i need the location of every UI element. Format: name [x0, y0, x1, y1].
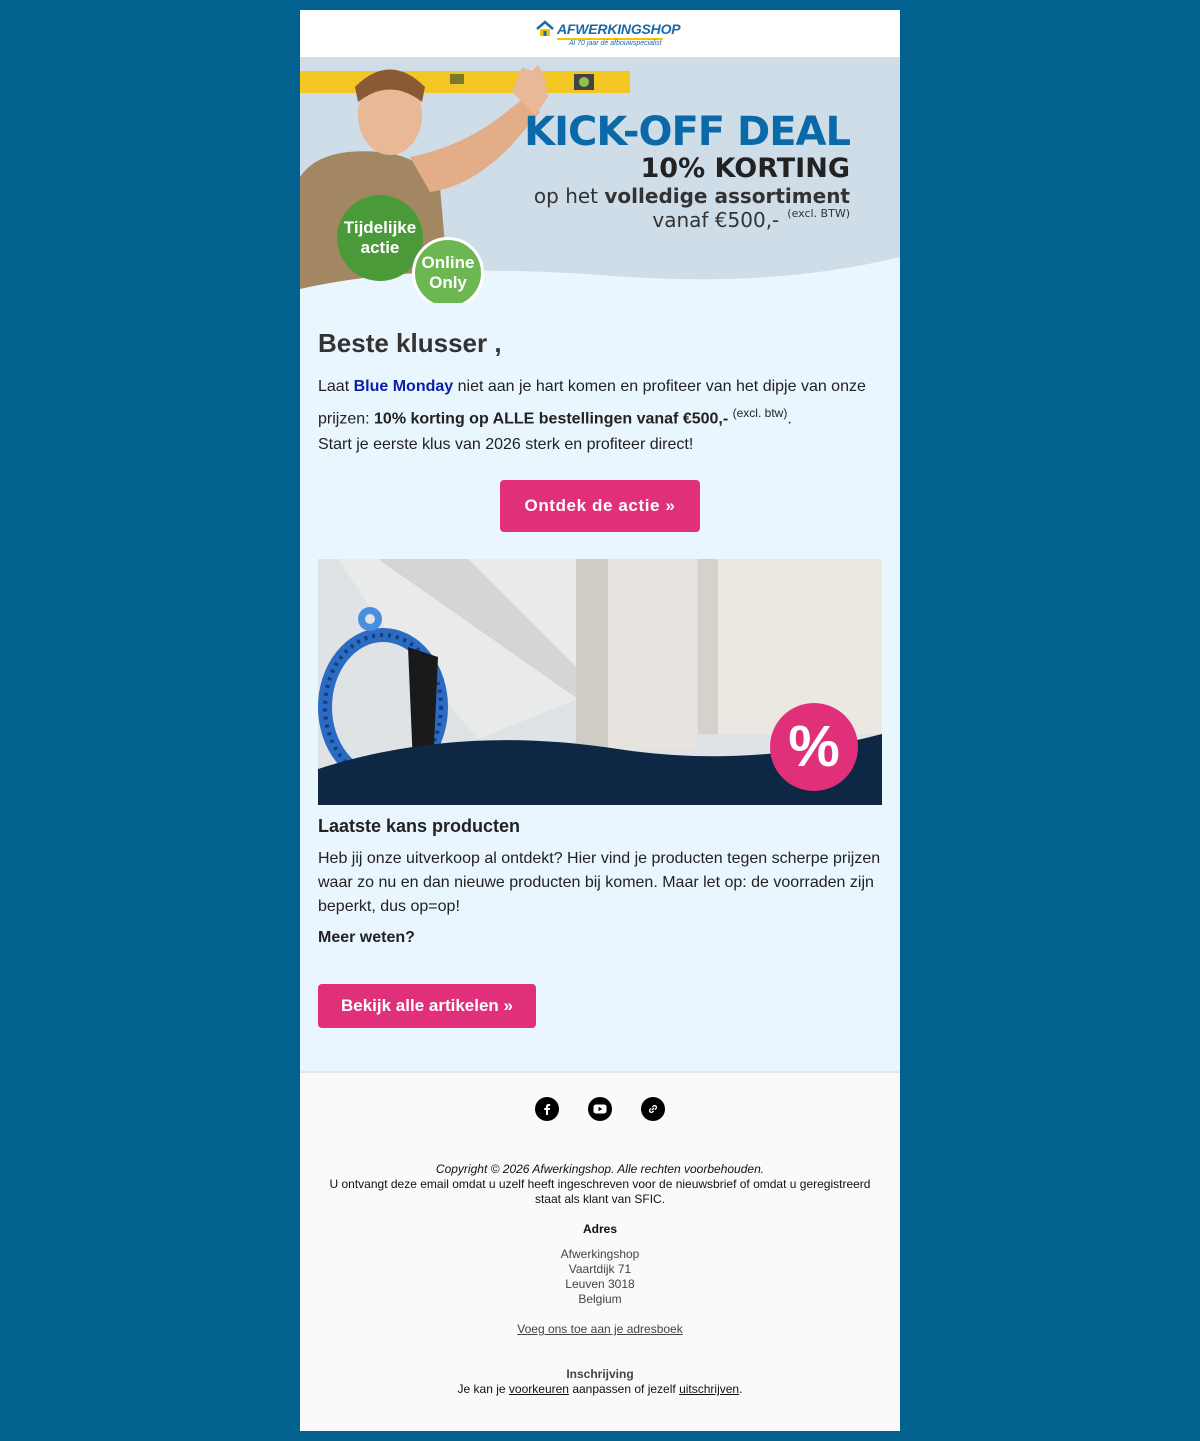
badge-online-only: Online Only [412, 237, 484, 303]
section-text: Heb jij onze uitverkoop al ontdekt? Hier vind je producten tegen scherpe prijzen waar zo nu en dan nieuwe producten bij komen. Maar let op: de voorraden zijn beperkt, dus op=op! [318, 850, 881, 916]
brand-tagline: Al 70 jaar dé afbouwspecialist [569, 40, 662, 47]
main-content [300, 328, 900, 1028]
badge-temporary: Tijdelijke actie [337, 195, 423, 281]
intro-note: (excl. btw) [732, 406, 788, 420]
intro-line2: Start je eerste klus van 2026 sterk en profiteer direct! [318, 436, 694, 454]
subscription-title: Inschrijving [566, 1367, 634, 1381]
hero-subtitle-pre: op het [533, 184, 599, 208]
addressbook-row [300, 1322, 900, 1337]
sub-text-1: Je kan je [457, 1382, 506, 1396]
footer [300, 1071, 900, 1431]
intro-text-2: niet aan je hart komen en profiteer van het dipje van onze prijzen: [318, 378, 866, 428]
discover-offer-button[interactable]: Ontdek de actie » [500, 480, 700, 532]
hero-minimum [652, 207, 850, 232]
logo-bar [300, 10, 900, 57]
address-line-2: Vaartdijk 71 [568, 1262, 632, 1276]
intro-paragraph [318, 374, 882, 458]
facebook-icon[interactable] [535, 1097, 559, 1121]
view-all-articles-button[interactable]: Bekijk alle artikelen » [318, 984, 536, 1028]
subscription-prefs [300, 1382, 900, 1397]
address-line-3: Leuven 3018 [565, 1277, 635, 1291]
hero-banner[interactable] [300, 57, 900, 303]
sub-text-end: . [739, 1382, 743, 1396]
intro-highlight: Blue Monday [353, 378, 454, 395]
intro-offer: 10% korting op ALLE bestellingen vanaf €500,- [374, 410, 729, 428]
intro-text-1: Laat [318, 378, 350, 395]
hero-minimum-note: (excl. BTW) [787, 207, 850, 220]
hero-subtitle [534, 184, 850, 208]
unsubscribe-link[interactable]: uitschrijven [679, 1382, 740, 1396]
brand-logo[interactable] [535, 18, 681, 50]
address-title: Adres [582, 1222, 617, 1236]
link-icon[interactable] [641, 1097, 665, 1121]
preferences-link[interactable]: voorkeuren [508, 1382, 569, 1396]
percent-icon: % [788, 714, 840, 780]
more-info-label: Meer weten? [318, 929, 415, 947]
hero-minimum-amount: vanaf €500,- [652, 208, 780, 232]
brand-name: AFWERKINGSHOP [557, 21, 681, 37]
email-container [300, 10, 900, 1431]
subscription-reason: U ontvangt deze email omdat u uzelf heeft ingeschreven voor de nieuwsbrief of omdat u geregistreerd staat als klant van SFIC. [329, 1177, 871, 1206]
product-image[interactable] [318, 559, 882, 805]
house-icon [535, 20, 555, 38]
address-line-1: Afwerkingshop [560, 1247, 640, 1261]
copyright-text: Copyright © 2026 Afwerkingshop. Alle rechten voorbehouden. [435, 1162, 765, 1176]
sub-text-2: aanpassen of jezelf [572, 1382, 676, 1396]
hero-title: KICK-OFF DEAL [524, 109, 850, 155]
section-title: Laatste kans producten [318, 816, 521, 837]
hero-subtitle-bold: volledige assortiment [604, 184, 850, 208]
hero-discount: 10% KORTING [640, 153, 850, 184]
address-line-4: Belgium [578, 1292, 622, 1306]
add-to-addressbook-link[interactable]: Voeg ons toe aan je adresboek [517, 1322, 683, 1336]
youtube-icon[interactable] [588, 1097, 612, 1121]
intro-end: . [787, 410, 792, 428]
greeting-heading: Beste klusser , [318, 328, 502, 358]
